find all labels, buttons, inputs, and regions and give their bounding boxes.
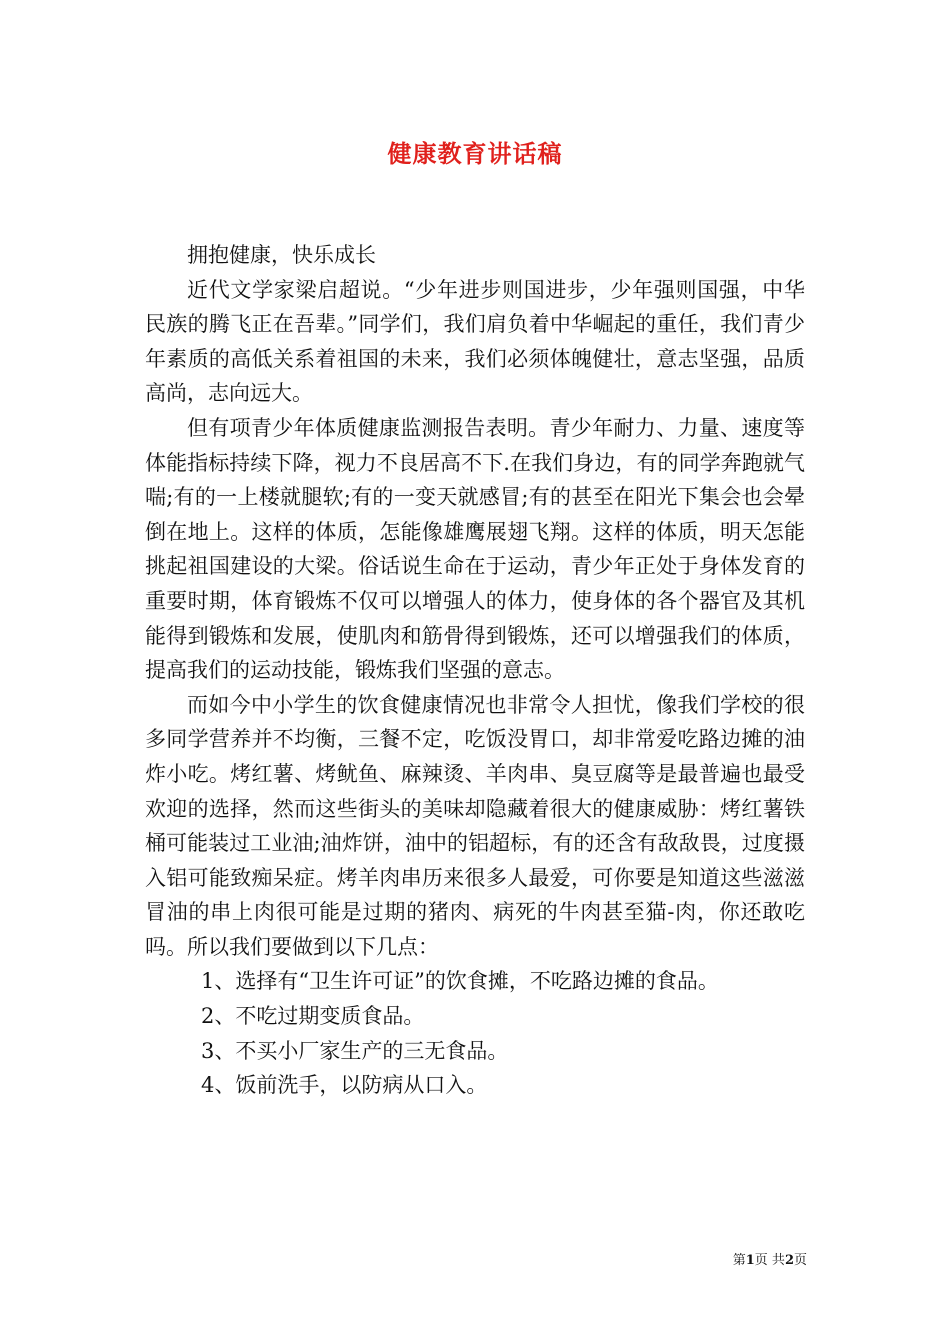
list-item-1: 1、选择有“卫生许可证”的饮食摊，不吃路边摊的食品。 <box>201 969 719 994</box>
page-number-footer <box>733 1249 807 1268</box>
document-title: 健康教育讲话稿 <box>387 139 563 168</box>
footer-total-pages: 2 <box>784 1253 794 1268</box>
paragraph-3: 而如今中小学生的饮食健康情况也非常令人担忧，像我们学校的很多同学营养并不均衡，三餐不定，吃饭没胃口，却非常爱吃路边摊的油炸小吃。烤红薯、烤鱿鱼、麻辣烫、羊肉串、臭豆腐等是最普遍也最受欢迎的选择，然而这些街头的美味却隐藏着很大的健康威胁：烤红薯铁桶可能装过工业油;油炸饼，油中的铝超标，有的还含有敌敌畏，过度摄入铝可能致痴呆症。烤羊肉串历来很多人最爱，可你要是知道这些滋滋冒油的串上肉很可能是过期的猪肉、病死的牛肉甚至猫-肉，你还敢吃吗。所以我们要做到以下几点： <box>145 692 805 959</box>
footer-suffix: 页 <box>793 1253 807 1268</box>
list-item-3: 3、不买小厂家生产的三无食品。 <box>201 1038 509 1063</box>
document-body <box>145 238 805 1103</box>
list-item-4: 4、饭前洗手，以防病从口入。 <box>201 1073 488 1098</box>
footer-middle: 页 共 <box>754 1253 785 1268</box>
footer-current-page: 1 <box>745 1253 755 1268</box>
footer-prefix: 第 <box>732 1253 746 1268</box>
list-item-2: 2、不吃过期变质食品。 <box>201 1004 425 1029</box>
paragraph-2: 但有项青少年体质健康监测报告表明。青少年耐力、力量、速度等体能指标持续下降，视力不良居高不下.在我们身边，有的同学奔跑就气喘;有的一上楼就腿软;有的一变天就感冒;有的甚至在阳光下集会也会晕倒在地上。这样的体质，怎能像雄鹰展翅飞翔。这样的体质，明天怎能挑起祖国建设的大梁。俗话说生命在于运动，青少年正处于身体发育的重要时期，体育锻炼不仅可以增强人的体力，使身体的各个器官及其机能得到锻炼和发展，使肌肉和筋骨得到锻炼，还可以增强我们的体质，提高我们的运动技能，锻炼我们坚强的意志。 <box>145 415 805 683</box>
document-subtitle: 拥抱健康，快乐成长 <box>187 243 376 267</box>
paragraph-1: 近代文学家梁启超说。“少年进步则国进步，少年强则国强，中华民族的腾飞正在吾辈。”同学们，我们肩负着中华崛起的重任，我们青少年素质的高低关系着祖国的未来，我们必须体魄健壮，意志坚强，品质高尚，志向远大。 <box>145 277 805 406</box>
